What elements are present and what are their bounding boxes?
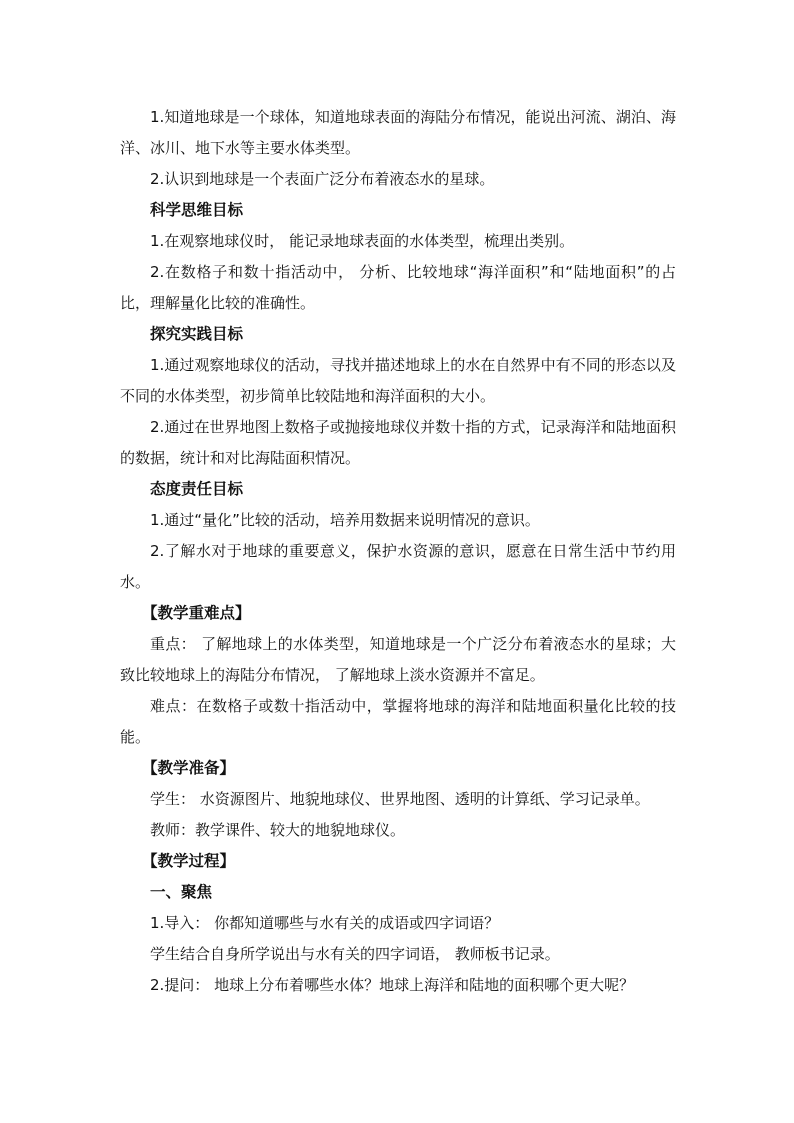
science-thinking-heading: 科学思维目标 (150, 201, 244, 219)
key-point-focus: 重点： 了解地球上的水体类型，知道地球是一个广泛分布着液态水的星球；大致比较地球上的海陆分布情况， 了解地球上淡水资源并不富足。 (120, 635, 676, 684)
inquiry-practice-goal-2: 2.通过在世界地图上数格子或抛接地球仪并数十指的方式，记录海洋和陆地面积的数据，统计和对比海陆面积情况。 (120, 418, 676, 467)
inquiry-practice-goal-1: 1.通过观察地球仪的活动，寻找并描述地球上的水在自然界中有不同的形态以及不同的水体类型，初步简单比较陆地和海洋面积的大小。 (120, 356, 676, 405)
key-points-heading: 【教学重难点】 (142, 604, 251, 622)
inquiry-practice-heading: 探究实践目标 (150, 325, 244, 343)
preparation-teacher: 教师：教学课件、较大的地貌地球仪。 (150, 821, 406, 839)
preparation-heading: 【教学准备】 (142, 759, 236, 777)
attitude-goal-1: 1.通过“量化”比较的活动，培养用数据来说明情况的意识。 (150, 511, 540, 529)
process-section-focus: 一、聚焦 (150, 883, 213, 901)
process-heading: 【教学过程】 (142, 852, 236, 870)
science-thinking-goal-2: 2.在数格子和数十指活动中， 分析、比较地球“海洋面积”和“陆地面积”的占比，理解量化比较的准确性。 (120, 263, 676, 312)
science-thinking-goal-1: 1.在观察地球仪时， 能记录地球表面的水体类型，梳理出类别。 (150, 232, 575, 250)
process-step-2: 2.提问： 地球上分布着哪些水体？地球上海洋和陆地的面积哪个更大呢？ (150, 976, 635, 994)
attitude-heading: 态度责任目标 (150, 480, 244, 498)
attitude-goal-2: 2.了解水对于地球的重要意义，保护水资源的意识，愿意在日常生活中节约用水。 (120, 542, 676, 591)
process-step-1-note: 学生结合自身所学说出与水有关的四字词语， 教师板书记录。 (150, 945, 560, 963)
process-step-1: 1.导入： 你都知道哪些与水有关的成语或四字词语？ (150, 914, 500, 932)
knowledge-goal-1: 1.知道地球是一个球体，知道地球表面的海陆分布情况，能说出河流、湖泊、海洋、冰川、地下水等主要水体类型。 (120, 108, 676, 157)
page-content (120, 102, 676, 1001)
key-point-difficulty: 难点：在数格子或数十指活动中，掌握将地球的海洋和陆地面积量化比较的技能。 (120, 697, 676, 746)
preparation-students: 学生： 水资源图片、地貌地球仪、世界地图、透明的计算纸、学习记录单。 (150, 790, 650, 808)
knowledge-goal-2: 2.认识到地球是一个表面广泛分布着液态水的星球。 (150, 170, 495, 188)
